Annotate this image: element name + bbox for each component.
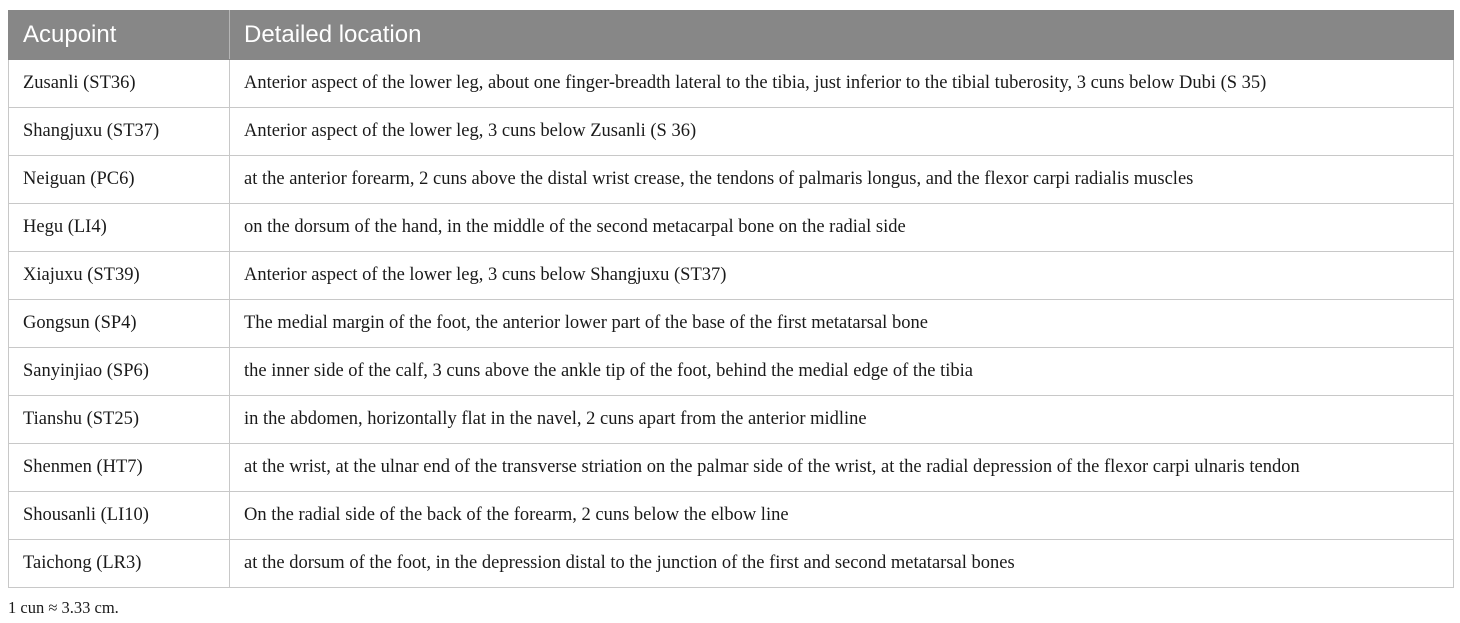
- acupoint-cell: Gongsun (SP4): [9, 300, 230, 348]
- table-body: [9, 60, 1454, 588]
- location-cell: at the dorsum of the foot, in the depression distal to the junction of the first and second metatarsal bones: [230, 540, 1454, 588]
- acupoint-cell: Neiguan (PC6): [9, 156, 230, 204]
- acupoint-cell: Shangjuxu (ST37): [9, 108, 230, 156]
- acupoint-cell: Shenmen (HT7): [9, 444, 230, 492]
- table-row: [9, 396, 1454, 444]
- table-row: [9, 444, 1454, 492]
- acupoint-cell: Sanyinjiao (SP6): [9, 348, 230, 396]
- table-header: [9, 11, 1454, 60]
- acupoint-cell: Tianshu (ST25): [9, 396, 230, 444]
- table-row: [9, 60, 1454, 108]
- acupoint-table: [8, 10, 1454, 588]
- table-row: [9, 156, 1454, 204]
- table-footnote: 1 cun ≈ 3.33 cm.: [8, 598, 119, 617]
- acupoint-cell: Zusanli (ST36): [9, 60, 230, 108]
- acupoint-cell: Hegu (LI4): [9, 204, 230, 252]
- table-row: [9, 540, 1454, 588]
- acupoint-cell: Xiajuxu (ST39): [9, 252, 230, 300]
- location-cell: the inner side of the calf, 3 cuns above the ankle tip of the foot, behind the medial edge of the tibia: [230, 348, 1454, 396]
- location-cell: on the dorsum of the hand, in the middle of the second metacarpal bone on the radial side: [230, 204, 1454, 252]
- acupoint-cell: Shousanli (LI10): [9, 492, 230, 540]
- header-acupoint: Acupoint: [9, 11, 230, 60]
- location-cell: Anterior aspect of the lower leg, 3 cuns below Zusanli (S 36): [230, 108, 1454, 156]
- table-row: [9, 348, 1454, 396]
- location-cell: Anterior aspect of the lower leg, about one finger-breadth lateral to the tibia, just inferior to the tibial tuberosity, 3 cuns below Dubi (S 35): [230, 60, 1454, 108]
- location-cell: in the abdomen, horizontally flat in the navel, 2 cuns apart from the anterior midline: [230, 396, 1454, 444]
- table-row: [9, 300, 1454, 348]
- location-cell: at the wrist, at the ulnar end of the transverse striation on the palmar side of the wrist, at the radial depression of the flexor carpi ulnaris tendon: [230, 444, 1454, 492]
- acupoint-cell: Taichong (LR3): [9, 540, 230, 588]
- location-cell: On the radial side of the back of the forearm, 2 cuns below the elbow line: [230, 492, 1454, 540]
- table-row: [9, 108, 1454, 156]
- location-cell: Anterior aspect of the lower leg, 3 cuns below Shangjuxu (ST37): [230, 252, 1454, 300]
- header-detailed-location: Detailed location: [230, 11, 1454, 60]
- table-row: [9, 252, 1454, 300]
- location-cell: The medial margin of the foot, the anterior lower part of the base of the first metatarsal bone: [230, 300, 1454, 348]
- acupoint-table-container: [8, 10, 1453, 588]
- table-row: [9, 204, 1454, 252]
- header-row: [9, 11, 1454, 60]
- table-row: [9, 492, 1454, 540]
- location-cell: at the anterior forearm, 2 cuns above the distal wrist crease, the tendons of palmaris longus, and the flexor carpi radialis muscles: [230, 156, 1454, 204]
